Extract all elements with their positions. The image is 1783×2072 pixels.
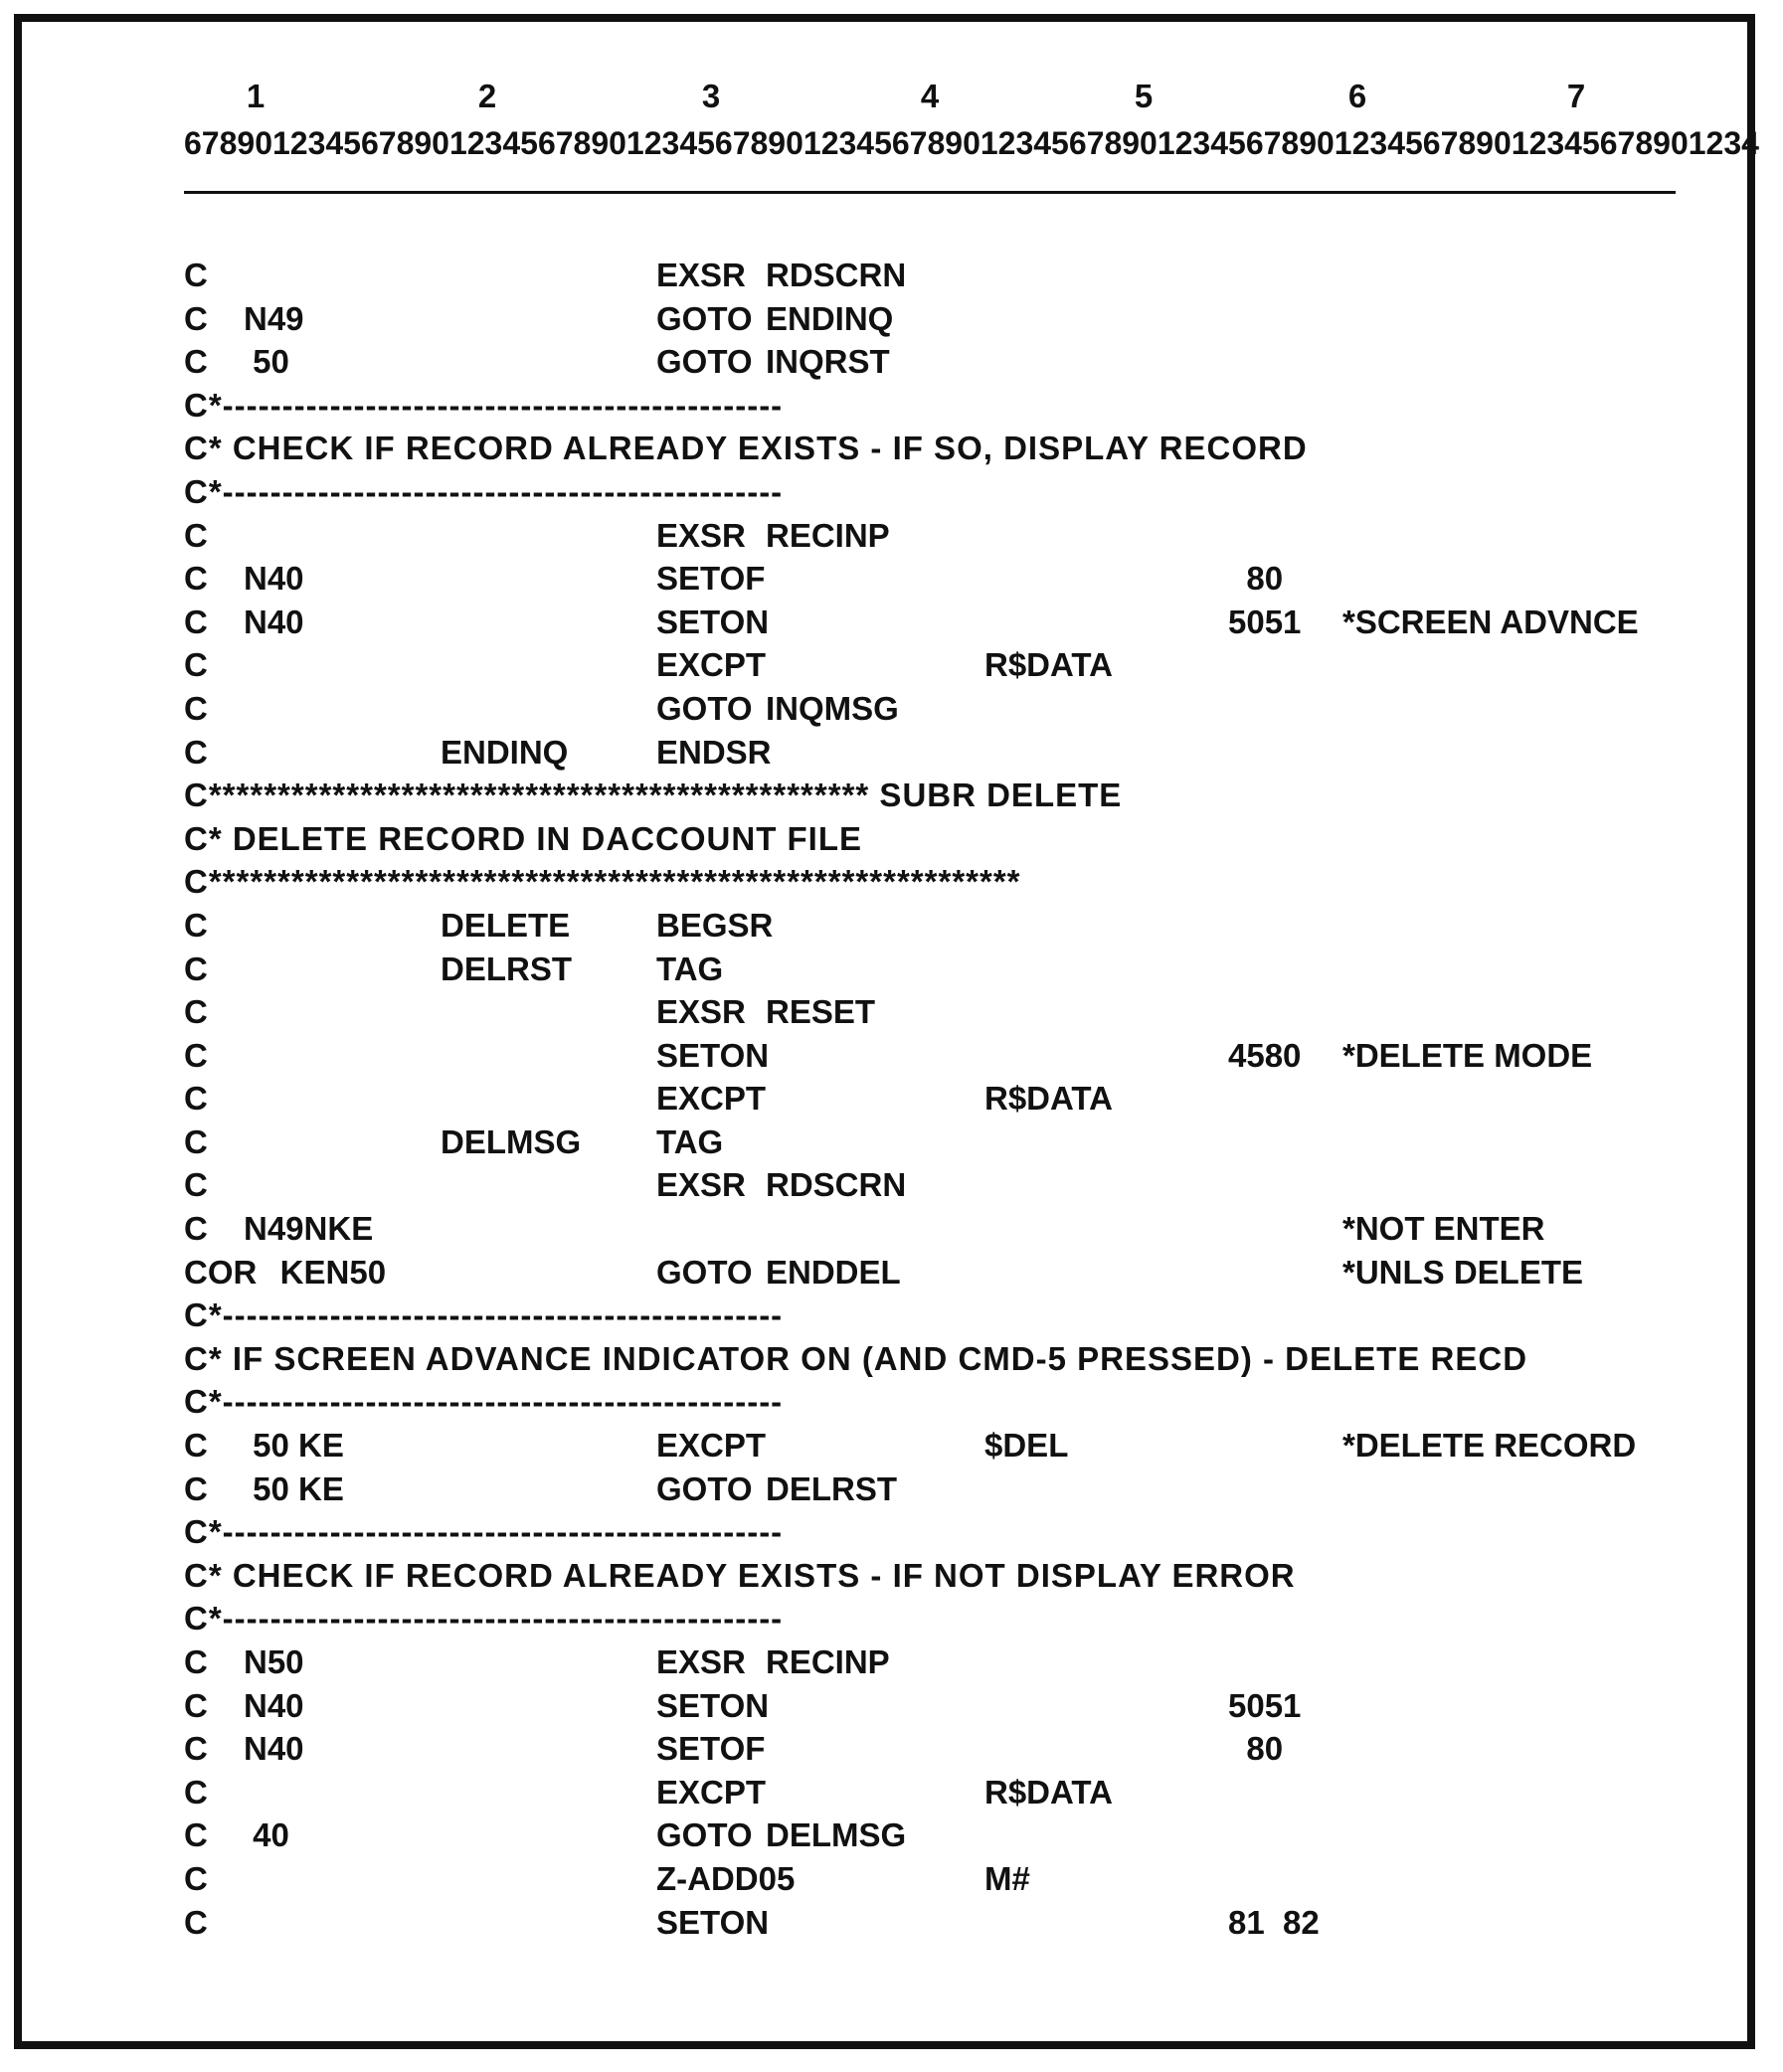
code-line [184,950,1676,994]
operation-code: EXSR [656,993,746,1031]
code-line [184,1557,1676,1601]
spec-type: C [184,1816,208,1854]
comment-line-text: C************************************************ SUBR DELETE [184,777,1123,814]
operation-code: SETON [656,603,770,640]
spec-type: C [184,1686,208,1724]
code-line [184,1210,1676,1254]
spec-type: C [184,1427,208,1465]
spec-type: C [184,993,208,1031]
comment-line-text: C*----------------------------------------------- [184,1513,784,1551]
spec-type: C [184,1643,208,1680]
line-comment: *UNLS DELETE [1342,1253,1584,1291]
code-line [184,473,1676,517]
operation-code: EXSR [656,257,746,293]
ruler-tens-6: 6 [1347,78,1367,114]
ruler-divider [184,191,1676,194]
code-line [184,1816,1676,1860]
factor-2: ENDINQ [766,299,894,337]
operation-code: SETOF [656,560,766,598]
code-line [184,300,1676,344]
factor-2: RECINP [766,1643,890,1680]
code-line [184,1080,1676,1123]
indicators: N40 [244,1686,304,1724]
result-indicators: 80 [1228,560,1284,598]
ruler-tens-7: 7 [1566,78,1586,114]
code-line [184,1383,1676,1427]
factor-2: RECINP [766,516,890,554]
factor-1: DELETE [441,906,571,944]
line-comment: *NOT ENTER [1342,1210,1545,1248]
spec-type: C [184,689,208,727]
factor-1: DELMSG [441,1122,582,1160]
code-line [184,863,1676,907]
code-line [184,343,1676,387]
code-line [184,1643,1676,1687]
spec-type: C [184,950,208,987]
spec-type: C [184,1166,208,1204]
spec-type: C [184,257,208,293]
code-line [184,1296,1676,1340]
code-line [184,430,1676,473]
operation-code: SETON [656,1036,770,1074]
factor-2: ENDDEL [766,1253,901,1291]
code-line [184,1254,1676,1297]
code-line [184,1123,1676,1167]
factor-1: ENDINQ [441,733,569,771]
spec-type: C [184,1210,208,1248]
indicators: 40 [244,1816,289,1854]
ruler-tens-3: 3 [701,78,721,114]
operation-code: GOTO [656,343,753,381]
indicators: N49 [244,299,304,337]
indicators: N40 [244,1730,304,1768]
spec-type: COR [184,1253,258,1291]
code-line [184,1730,1676,1774]
code-line [184,1860,1676,1904]
code-line [184,257,1676,300]
ruler-units-row: 67890123456789012345678901234567890123456789012345678901234567890123456789012345678901234 [184,125,1759,161]
code-line [184,993,1676,1037]
operation-code: TAG [656,1122,724,1160]
code-line [184,1470,1676,1514]
comment-line-text: C* DELETE RECORD IN DACCOUNT FILE [184,819,863,857]
code-line [184,1513,1676,1557]
result-indicators: 4580 [1228,1036,1302,1074]
result-field: R$DATA [984,1080,1113,1118]
result-indicators: 5051 [1228,603,1302,640]
result-field: R$DATA [984,1773,1113,1811]
spec-type: C [184,733,208,771]
comment-line-text: C* IF SCREEN ADVANCE INDICATOR ON (AND CMD-5 PRESSED) - DELETE RECD [184,1339,1528,1377]
code-line [184,820,1676,864]
code-line [184,604,1676,647]
factor-2: RDSCRN [766,1166,907,1204]
operation-code: TAG [656,950,724,987]
operation-code: Z-ADD05 [656,1859,796,1897]
code-line [184,1687,1676,1731]
spec-type: C [184,603,208,640]
code-line [184,1427,1676,1470]
spec-type: C [184,1859,208,1897]
code-line [184,1037,1676,1081]
code-line [184,1904,1676,1948]
operation-code: GOTO [656,1816,753,1854]
code-line [184,690,1676,734]
code-line [184,387,1676,431]
code-line [184,734,1676,777]
line-comment: *DELETE MODE [1342,1036,1593,1074]
result-indicators: 80 [1228,1730,1284,1768]
code-line [184,777,1676,820]
column-ruler [184,78,1759,167]
comment-line-text: C*----------------------------------------------- [184,386,784,424]
operation-code: EXCPT [656,1427,767,1465]
comment-line-text: C*----------------------------------------------- [184,472,784,510]
ruler-tens-row [184,78,1676,121]
indicators: 50 KE [244,1427,344,1465]
comment-line-text: C* CHECK IF RECORD ALREADY EXISTS - IF SO, DISPLAY RECORD [184,430,1308,467]
indicators: 50 [244,343,289,381]
result-field: M# [984,1859,1030,1897]
result-field: $DEL [984,1427,1069,1465]
line-comment: *DELETE RECORD [1342,1427,1637,1465]
spec-type: C [184,1080,208,1118]
result-indicators: 81 82 [1228,1903,1320,1941]
spec-type: C [184,1903,208,1941]
code-line [184,560,1676,604]
result-indicators: 5051 [1228,1686,1302,1724]
operation-code: EXCPT [656,646,767,684]
ruler-tens-2: 2 [477,78,497,114]
rpg-code-listing [184,257,1676,1947]
indicators: N50 [244,1643,304,1680]
factor-2: RDSCRN [766,257,907,293]
indicators: 50 KE [244,1469,344,1507]
operation-code: SETOF [656,1730,766,1768]
spec-type: C [184,1036,208,1074]
operation-code: EXSR [656,1643,746,1680]
indicators: KEN50 [244,1253,387,1291]
spec-type: C [184,646,208,684]
spec-type: C [184,560,208,598]
code-line [184,907,1676,950]
ruler-tens-5: 5 [1134,78,1154,114]
result-field: R$DATA [984,646,1113,684]
operation-code: EXSR [656,516,746,554]
operation-code: EXCPT [656,1080,767,1118]
spec-type: C [184,1469,208,1507]
comment-line-text: C*----------------------------------------------- [184,1296,784,1334]
factor-2: INQMSG [766,689,899,727]
operation-code: SETON [656,1686,770,1724]
operation-code: SETON [656,1903,770,1941]
factor-2: DELRST [766,1469,897,1507]
comment-line-text: C*----------------------------------------------- [184,1383,784,1421]
code-line [184,1600,1676,1643]
spec-type: C [184,1122,208,1160]
spec-type: C [184,343,208,381]
operation-code: GOTO [656,299,753,337]
code-line [184,646,1676,690]
spec-type: C [184,1773,208,1811]
factor-2: RESET [766,993,876,1031]
operation-code: GOTO [656,1253,753,1291]
code-line [184,1774,1676,1817]
spec-type: C [184,299,208,337]
code-line [184,517,1676,561]
operation-code: GOTO [656,1469,753,1507]
spec-type: C [184,1730,208,1768]
indicators: N40 [244,560,304,598]
operation-code: BEGSR [656,906,774,944]
factor-2: INQRST [766,343,890,381]
indicators: N40 [244,603,304,640]
factor-2: DELMSG [766,1816,907,1854]
ruler-tens-1: 1 [246,78,266,114]
operation-code: EXCPT [656,1773,767,1811]
comment-line-text: C*********************************************************** [184,863,1021,901]
operation-code: GOTO [656,689,753,727]
spec-type: C [184,516,208,554]
code-line [184,1166,1676,1210]
factor-1: DELRST [441,950,572,987]
comment-line-text: C* CHECK IF RECORD ALREADY EXISTS - IF NOT DISPLAY ERROR [184,1556,1296,1594]
operation-code: ENDSR [656,733,772,771]
spec-type: C [184,906,208,944]
line-comment: *SCREEN ADVNCE [1342,603,1639,640]
indicators: N49NKE [244,1210,374,1248]
code-line [184,1340,1676,1384]
comment-line-text: C*----------------------------------------------- [184,1600,784,1638]
ruler-tens-4: 4 [920,78,940,114]
operation-code: EXSR [656,1166,746,1204]
